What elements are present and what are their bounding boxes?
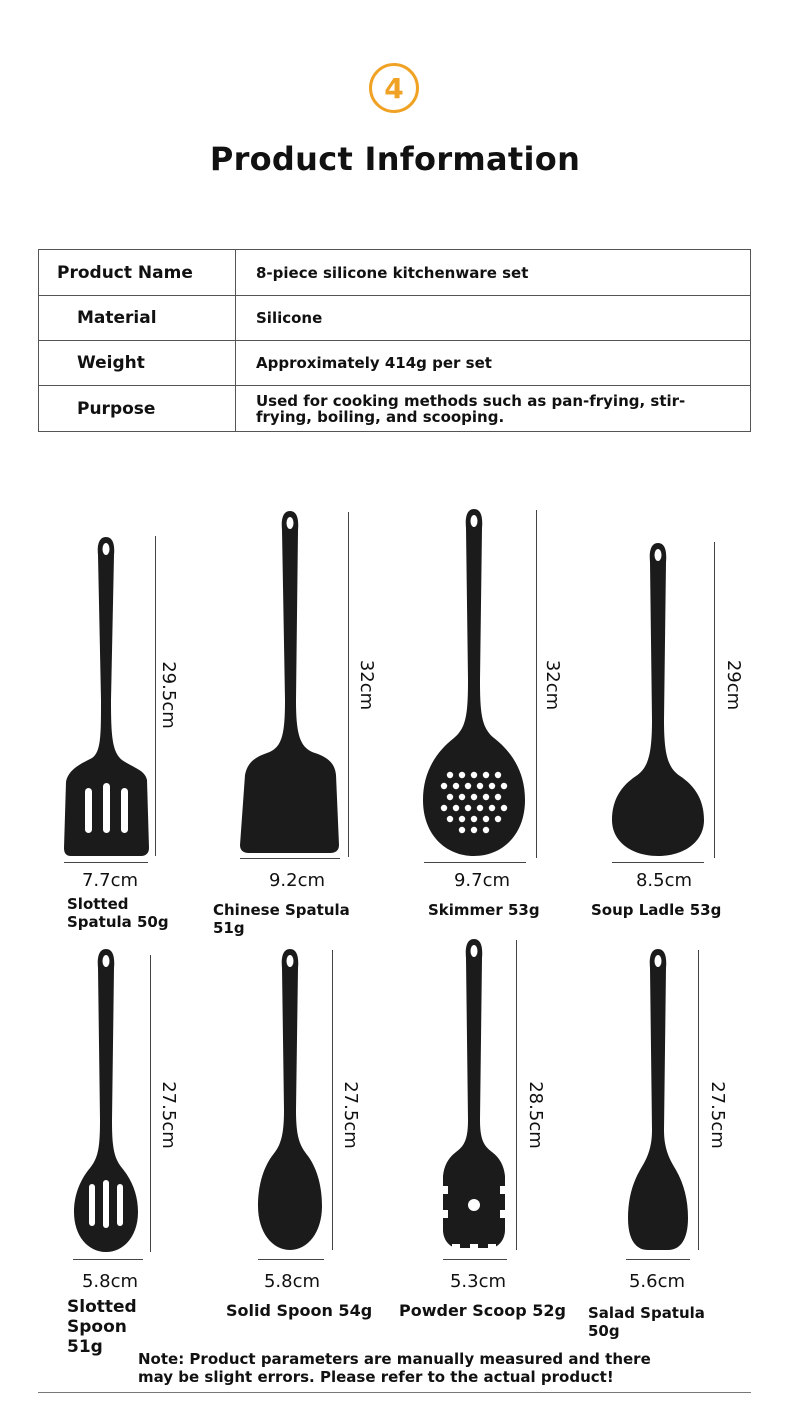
- length-label: 32cm: [356, 659, 377, 711]
- length-label: 27.5cm: [158, 1081, 179, 1149]
- spec-label: Purpose: [39, 386, 236, 432]
- divider: [38, 1392, 751, 1393]
- tool-name: Skimmer 53g: [428, 901, 540, 919]
- length-label: 28.5cm: [525, 1081, 546, 1149]
- tool-name: Slotted Spoon 51g: [67, 1297, 137, 1357]
- width-label: 8.5cm: [635, 870, 693, 891]
- length-label: 27.5cm: [707, 1081, 728, 1149]
- width-indicator-line: [626, 1259, 690, 1260]
- width-label: 5.8cm: [81, 1271, 139, 1292]
- measurement-note: Note: Product parameters are manually measured and there may be slight errors. Please refer to the actual product!: [138, 1350, 651, 1386]
- length-label: 29cm: [723, 659, 744, 711]
- tool-name: Powder Scoop 52g: [399, 1301, 566, 1320]
- width-label: 5.6cm: [628, 1271, 686, 1292]
- tool-name: Soup Ladle 53g: [591, 901, 722, 919]
- width-label: 9.2cm: [268, 870, 326, 891]
- length-label: 32cm: [542, 659, 563, 711]
- spec-value: Approximately 414g per set: [236, 341, 751, 386]
- length-label: 29.5cm: [158, 661, 179, 729]
- tool-name: Salad Spatula 50g: [588, 1304, 705, 1340]
- page-title: Product Information: [209, 140, 581, 178]
- step-number-badge: 4: [369, 63, 419, 113]
- length-indicator-line: [698, 950, 699, 1250]
- spec-label: Product Name: [39, 250, 236, 296]
- tool-name: Solid Spoon 54g: [226, 1301, 373, 1320]
- tool-name: Chinese Spatula 51g: [213, 901, 350, 937]
- spec-value: Used for cooking methods such as pan-frying, stir-frying, boiling, and scooping.: [236, 386, 751, 432]
- width-label: 7.7cm: [81, 870, 139, 891]
- spec-value: Silicone: [236, 296, 751, 341]
- spec-value: 8-piece silicone kitchenware set: [236, 250, 751, 296]
- tool-name: Slotted Spatula 50g: [67, 895, 169, 931]
- width-label: 5.3cm: [449, 1271, 507, 1292]
- width-label: 5.8cm: [263, 1271, 321, 1292]
- spec-label: Material: [39, 296, 236, 341]
- width-label: 9.7cm: [453, 870, 511, 891]
- length-label: 27.5cm: [340, 1081, 361, 1149]
- spec-label: Weight: [39, 341, 236, 386]
